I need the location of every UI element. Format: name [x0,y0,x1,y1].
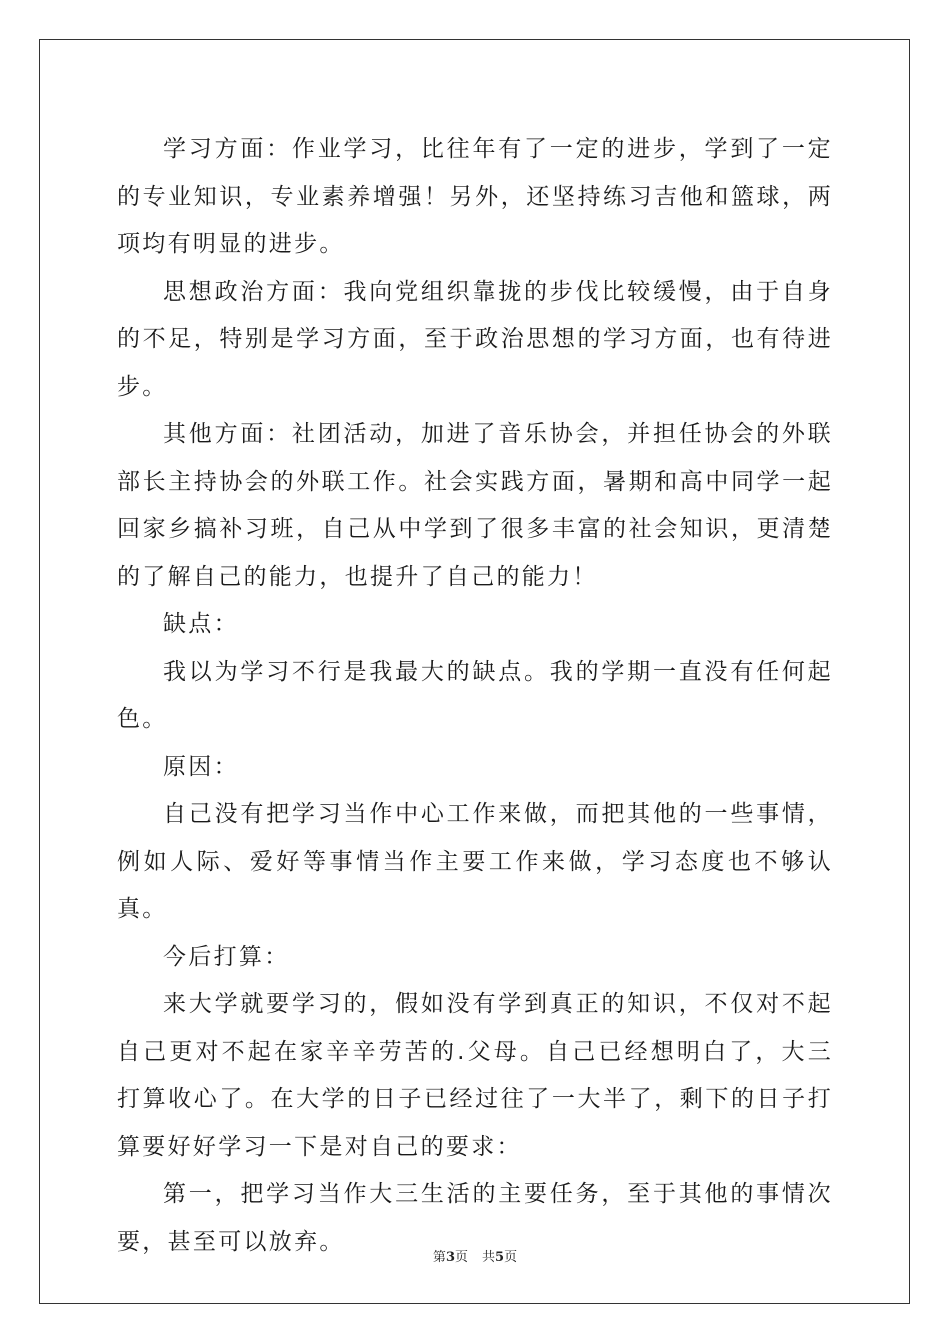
heading-shortcomings: 缺点： [163,611,239,637]
total-pages: 5 [495,1250,505,1265]
page-footer [0,1246,950,1265]
paragraph-politics: 思想政治方面：我向党组织靠拢的步伐比较缓慢，由于自身的不足，特别是学习方面，至于政治思想的学习方面，也有待进步。 [117,278,833,400]
paragraph-other: 其他方面：社团活动，加进了音乐协会，并担任协会的外联部长主持协会的外联工作。社会实践方面，暑期和高中同学一起回家乡搞补习班，自己从中学到了很多丰富的社会知识，更清楚的了解自己的能力，也提升了自己的能力！ [117,421,833,590]
paragraph-reasons: 自己没有把学习当作中心工作来做，而把其他的一些事情，例如人际、爱好等事情当作主要工作来做，学习态度也不够认真。 [117,801,833,922]
heading-reasons: 原因： [163,753,239,780]
heading-plans: 今后打算： [163,943,290,970]
page-number: 3 [445,1250,455,1265]
page-suffix: 页 [454,1250,468,1265]
paragraph-study: 学习方面：作业学习，比往年有了一定的进步，学到了一定的专业知识，专业素养增强！另外，还坚持练习吉他和篮球，两项均有明显的进步。 [117,136,833,257]
document-body [117,126,833,1266]
paragraph-shortcomings: 我以为学习不行是我最大的缺点。我的学期一直没有任何起色。 [117,658,833,732]
total-suffix: 页 [504,1250,518,1265]
page-prefix: 第 [432,1250,446,1265]
total-prefix: 共 [482,1250,496,1265]
paragraph-plans: 来大学就要学习的，假如没有学到真正的知识，不仅对不起自己更对不起在家辛辛劳苦的.父母。自己已经想明白了，大三打算收心了。在大学的日子已经过往了一大半了，剩下的日子打算要好好学习一下是对自己的要求： [117,991,833,1160]
paragraph-plan-first: 第一，把学习当作大三生活的主要任务，至于其他的事情次要，甚至可以放弃。 [117,1181,833,1255]
